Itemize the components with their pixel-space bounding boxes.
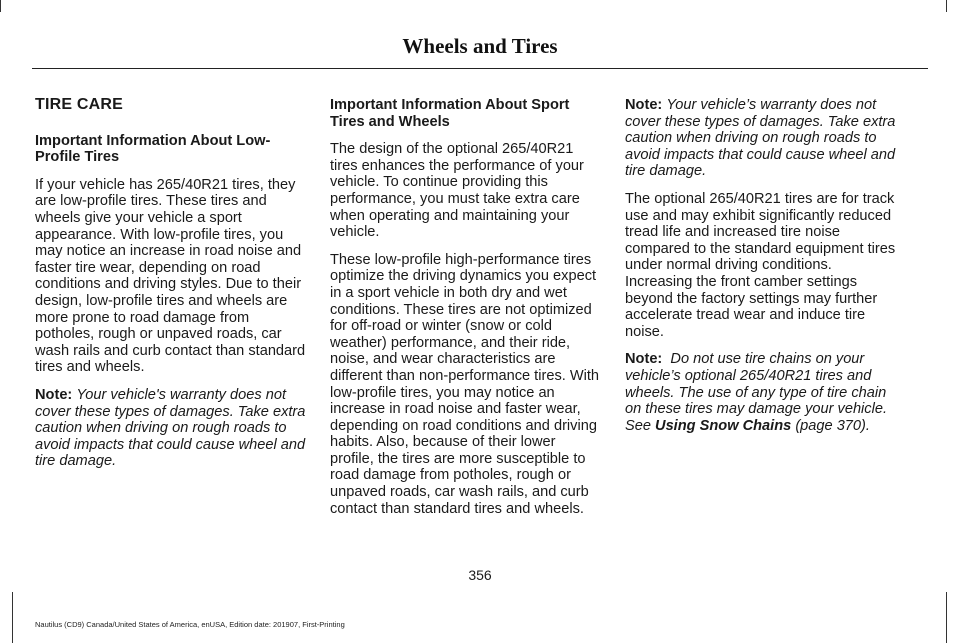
paragraph-sport-tires-design: The design of the optional 265/40R21 tires enhances the performance of your vehicle. To continue providing this performance, you must take extra care when operating and maintaining your vehicle. bbox=[330, 141, 584, 241]
note-warranty-2 bbox=[625, 97, 897, 180]
footer-edition: Nautilus (CD9) Canada/United States of America, enUSA, Edition date: 201907, First-Printing bbox=[35, 620, 345, 629]
paragraph-track-use: The optional 265/40R21 tires are for track use and may exhibit significantly reduced tread life and increased tire noise compared to the standard equipment tires under normal driving conditions. Increasing the front camber settings beyond the factory settings may further accelerate tread wear and induce tire noise. bbox=[625, 190, 896, 340]
note-label: Note: bbox=[625, 97, 663, 113]
column-2 bbox=[330, 97, 602, 528]
note-text: Your vehicle’s warranty does not cover these types of damages. Take extra caution when driving on rough roads to avoid impacts that could cause wheel and tire damage. bbox=[625, 97, 896, 180]
subheading-sport-tires: Important Information About Sport Tires and Wheels bbox=[330, 97, 570, 130]
crop-mark bbox=[0, 0, 1, 12]
subheading-low-profile-tires: Important Information About Low-Profile Tires bbox=[35, 132, 271, 166]
crop-mark bbox=[946, 0, 947, 12]
note-warranty bbox=[35, 387, 307, 470]
crop-mark bbox=[946, 592, 947, 643]
column-3 bbox=[625, 97, 897, 445]
crop-mark bbox=[12, 592, 13, 643]
column-1 bbox=[35, 97, 307, 481]
note-label: Note: bbox=[625, 351, 663, 368]
header-divider bbox=[32, 68, 928, 69]
note-tire-chains bbox=[625, 351, 897, 434]
note-text: Do not use tire chains on your vehicle’s optional 265/40R21 tires and wheels. The use of any type of tire chain on these tires may damage your vehicle. See bbox=[625, 351, 888, 434]
page-number: 356 bbox=[468, 567, 492, 583]
paragraph-sport-tires-performance: These low-profile high-performance tires optimize the driving dynamics you expect in a sport vehicle in both dry and wet conditions. These tires are not optimized for off-road or winter (snow or cold weather) performance, and their ride, noise, and wear characteristics are different than non-performance tires. With low-profile tires, you may notice an increase in road noise and faster wear, depending on road conditions and driving habits. Also, because of their lower profile, the tires are more susceptible to road damage from potholes, rough or unpaved roads, car wash rails, and curb contact than standard tires and wheels. bbox=[330, 251, 600, 517]
cross-reference-link[interactable]: Using Snow Chains bbox=[655, 417, 792, 434]
page-title: Wheels and Tires bbox=[402, 34, 558, 58]
page-reference: (page 370). bbox=[795, 417, 870, 434]
section-heading: TIRE CARE bbox=[35, 96, 124, 113]
note-text: Your vehicle's warranty does not cover these types of damages. Take extra caution when driving on rough roads to avoid impacts that could cause wheel and tire damage. bbox=[35, 386, 306, 470]
note-label: Note: bbox=[35, 386, 73, 403]
paragraph-low-profile-tires: If your vehicle has 265/40R21 tires, they are low-profile tires. These tires and wheels give your vehicle a sport appearance. With low-profile tires, you may notice an increase in road noise and faster tire wear, depending on road conditions and driving styles. Due to their design, low-profile tires and wheels are more prone to road damage from potholes, rough or unpaved roads, car wash rails and curb contact than standard tires and wheels. bbox=[35, 176, 306, 376]
